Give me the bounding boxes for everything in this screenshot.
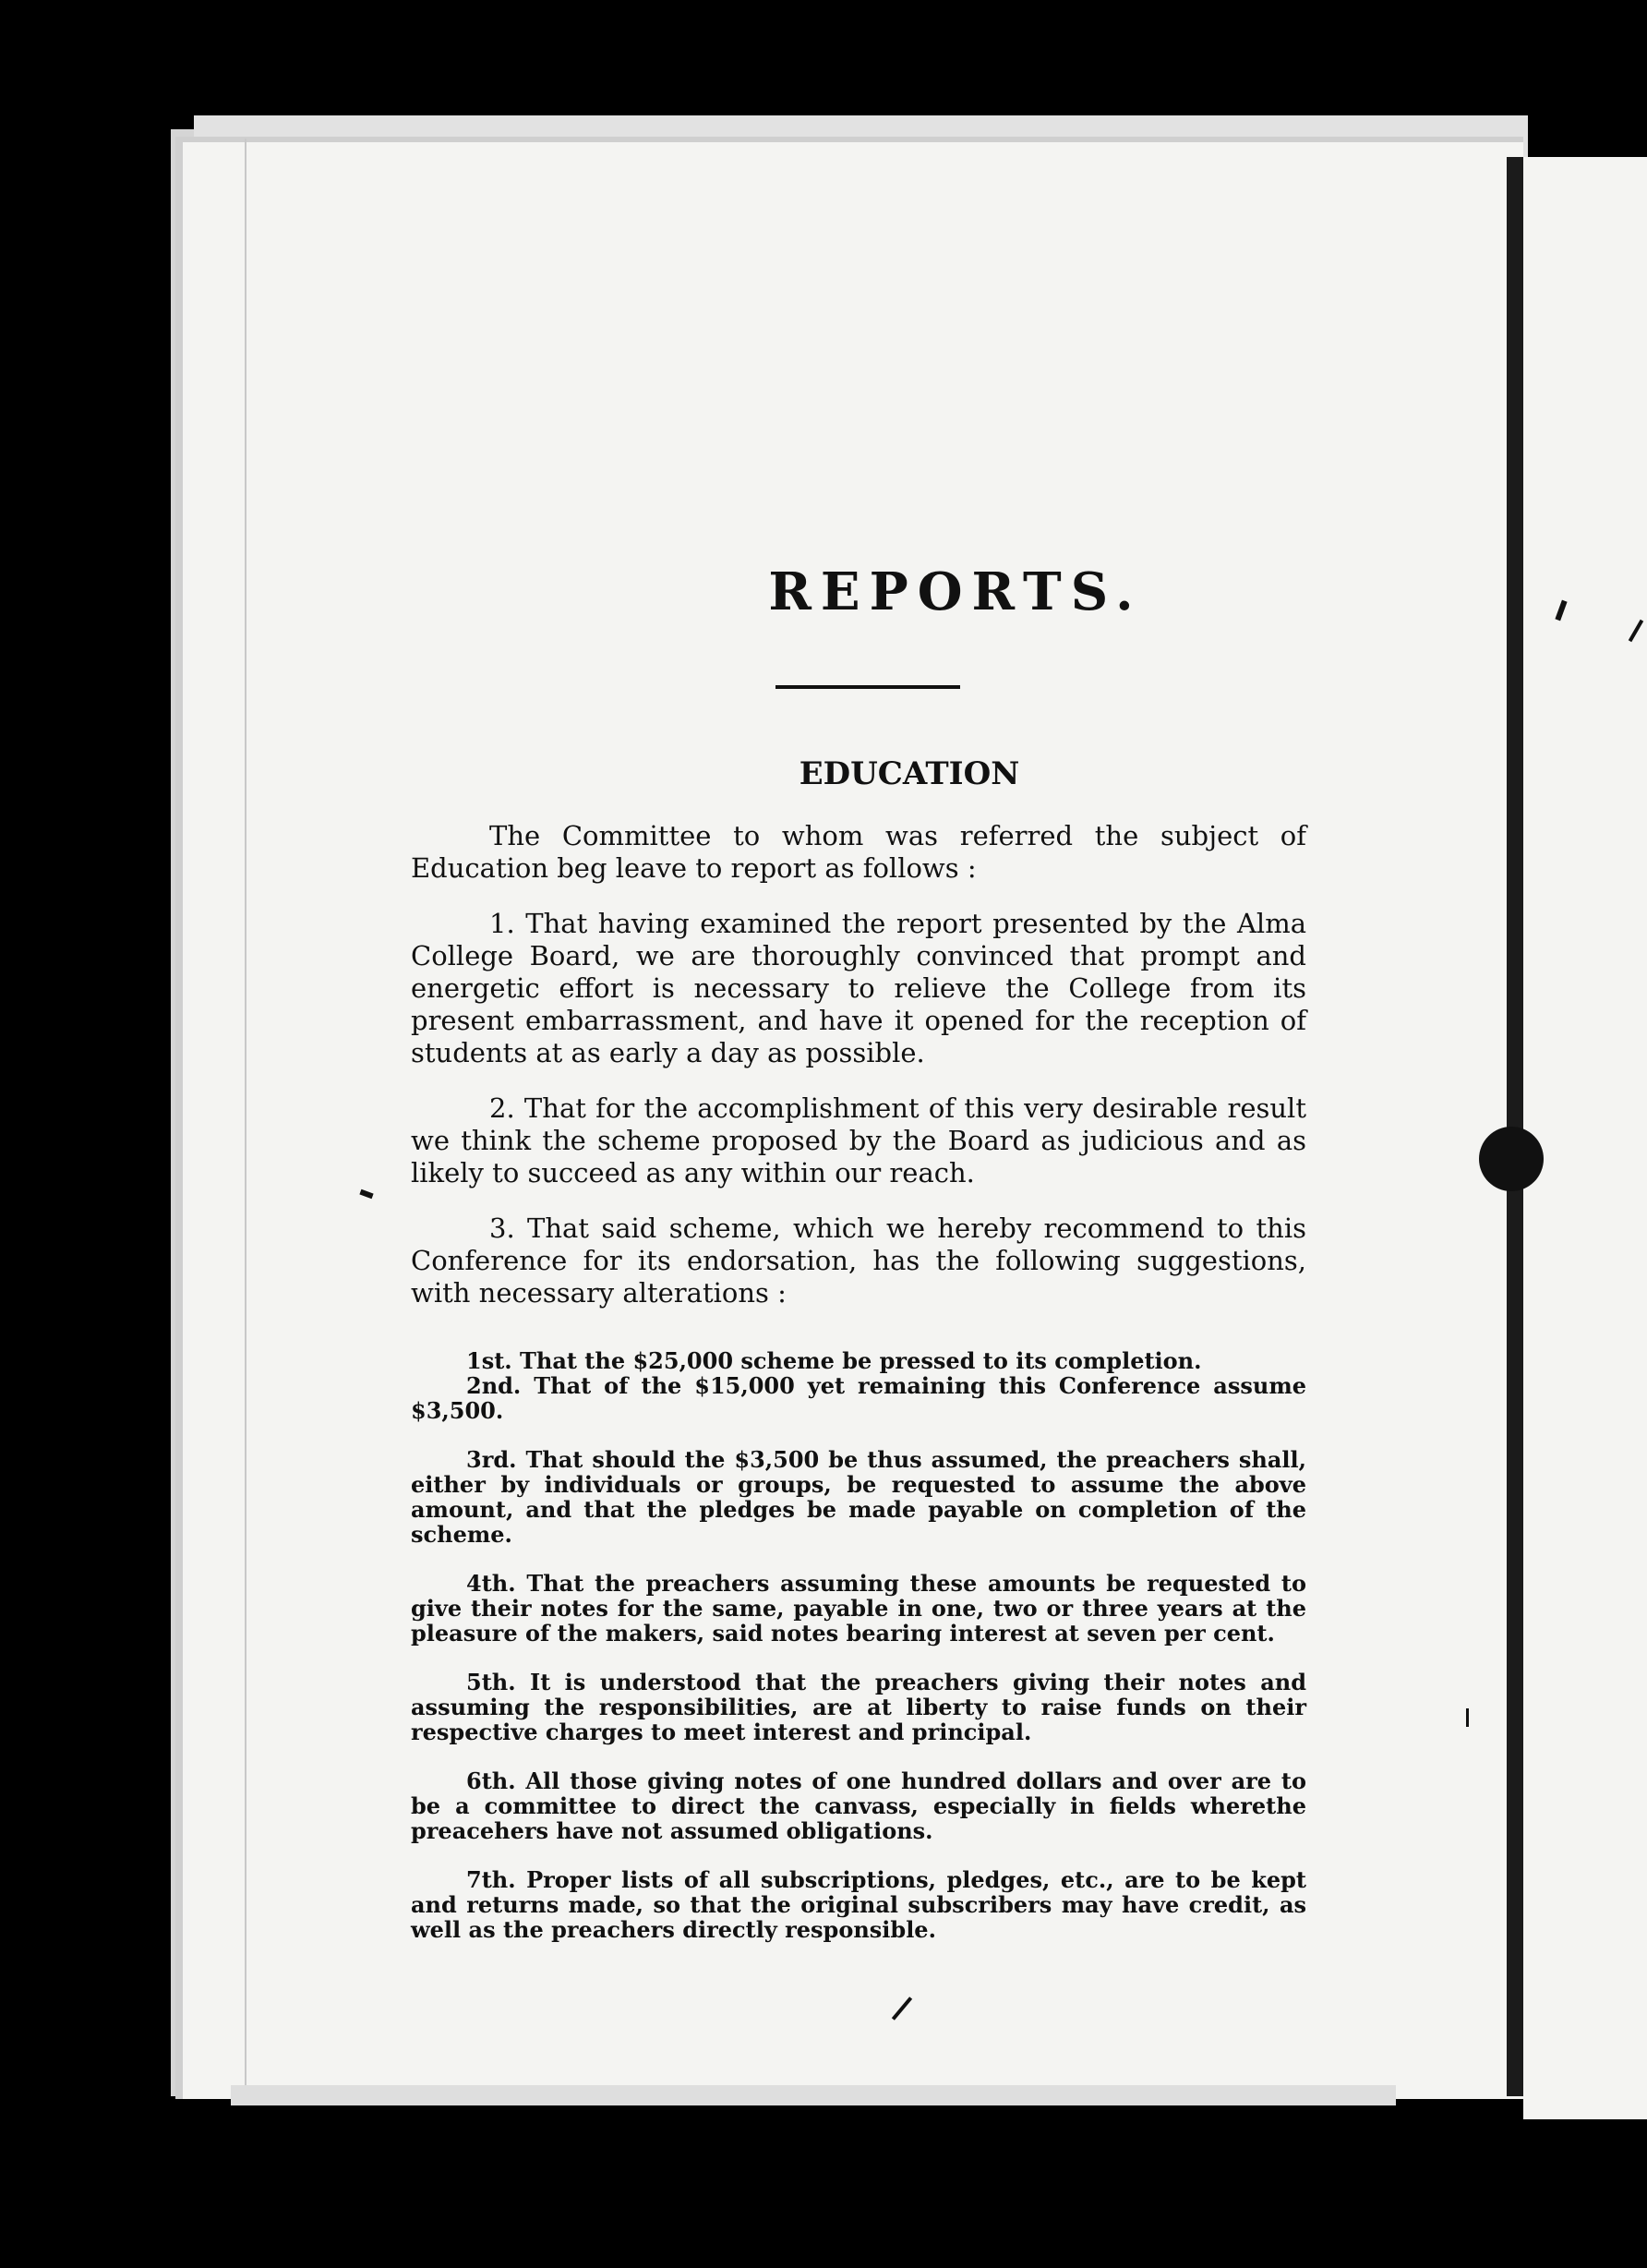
binding-hole — [1479, 1127, 1544, 1191]
section-heading: EDUCATION — [799, 755, 1020, 792]
suggestion-item: 2nd. That of the $15,000 yet remaining this Conference assume $3,500. — [411, 1372, 1306, 1424]
suggestion-item: 5th. It is understood that the preachers giving their notes and assuming the responsibilities, are at liberty to raise funds on their respective charges to meet interest and principal. — [411, 1669, 1306, 1745]
suggestion-item: 6th. All those giving notes of one hundred dollars and over are to be a committee to direct the canvass, especially in fields wherethe preacehers have not assumed obligations. — [411, 1767, 1306, 1844]
facing-page — [1523, 157, 1647, 2119]
intro-paragraph: The Committee to whom was referred the subject of Education beg leave to report as follows : — [411, 820, 1306, 884]
report-body — [411, 820, 1306, 1333]
page-title: REPORTS. — [768, 561, 1143, 622]
report-paragraph: 3. That said scheme, which we hereby recommend to this Conference for its endorsation, has the following suggestions, with necessary alterations : — [411, 1212, 1306, 1309]
speck-mark — [1466, 1708, 1469, 1727]
suggestion-item: 7th. Proper lists of all subscriptions, pledges, etc., are to be kept and returns made, so that the original subscribers may have credit, as well as the preachers directly responsible. — [411, 1866, 1306, 1943]
page-bottom-strip — [231, 2085, 1396, 2105]
suggestion-item: 4th. That the preachers assuming these amounts be requested to give their notes for the same, payable in one, two or three years at the pleasure of the makers, said notes bearing interest at seven per cent. — [411, 1570, 1306, 1647]
suggestion-item: 1st. That the $25,000 scheme be pressed to its completion. — [466, 1347, 1202, 1374]
title-rule — [775, 685, 960, 689]
report-paragraph: 2. That for the accomplishment of this very desirable result we think the scheme proposed by the Board as judicious and as likely to succeed as any within our reach. — [411, 1092, 1306, 1188]
report-paragraph: 1. That having examined the report presented by the Alma College Board, we are thoroughly convinced that prompt and energetic effort is necessary to relieve the College from its present embarrassment, and have it opened for the reception of students at as early a day as possible. — [411, 908, 1306, 1068]
page-fold-line — [245, 139, 246, 2096]
suggestion-item: 3rd. That should the $3,500 be thus assumed, the preachers shall, either by individuals or groups, be requested to assume the above amount, and that the pledges be made payable on completion of the scheme. — [411, 1446, 1306, 1548]
suggestions-list — [411, 1348, 1306, 1966]
